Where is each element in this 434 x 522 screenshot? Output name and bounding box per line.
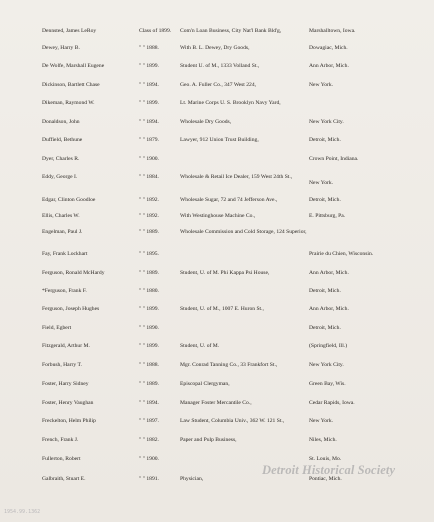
entry-cls: " " 1890. bbox=[139, 325, 159, 331]
entry-loc: New York. bbox=[309, 180, 334, 186]
entry-name: Freckelton, Helm Philip bbox=[42, 418, 96, 424]
accession-mark: 1954.99.1362 bbox=[4, 509, 41, 515]
entry-loc: New York. bbox=[309, 82, 334, 88]
entry-name: Foster, Henry Vaughan bbox=[42, 400, 94, 406]
entry-name: Dyer, Charles R. bbox=[42, 156, 80, 162]
entry-name: *Ferguson, Frank F. bbox=[42, 288, 87, 294]
entry-name: Dennsted, James LeRoy bbox=[42, 28, 97, 34]
entry-cls: " " 1892. bbox=[139, 213, 159, 219]
entry-bus: Lawyer, 912 Union Trust Building, bbox=[180, 137, 259, 143]
entry-loc: Detroit, Mich. bbox=[309, 197, 341, 203]
entry-name: Eddy, George I. bbox=[42, 174, 78, 180]
entry-bus: Student, U. of M. Phi Kappa Psi House, bbox=[180, 270, 270, 276]
entry-cls: " " 1895. bbox=[139, 251, 159, 257]
entry-name: Galbraith, Stuart E. bbox=[42, 476, 86, 482]
entry-loc: Ann Arbor, Mich. bbox=[309, 270, 349, 276]
entry-loc: Prairie du Chien, Wisconsin. bbox=[309, 251, 374, 257]
entry-name: Ferguson, Joseph Hughes bbox=[42, 306, 100, 312]
entry-loc: Niles, Mich. bbox=[309, 437, 337, 443]
entry-bus: Paper and Pulp Business, bbox=[180, 437, 237, 443]
entry-bus: Student U. of M., 1333 Volland St., bbox=[180, 63, 260, 69]
entry-loc: Crown Point, Indiana. bbox=[309, 156, 359, 162]
entry-loc: Cedar Rapids, Iowa. bbox=[309, 400, 355, 406]
entry-cls: " " 1899. bbox=[139, 343, 159, 349]
entry-bus: With B. L. Dewey, Dry Goods, bbox=[180, 45, 250, 51]
entry-bus: Lt. Marine Corps U. S. Brooklyn Navy Yard, bbox=[180, 100, 281, 106]
entry-bus: Wholesale Commission and Cold Storage, 124 Superior, bbox=[180, 229, 307, 235]
entry-name: Fullerton, Robert bbox=[42, 456, 81, 462]
entry-loc: Dowagiac, Mich. bbox=[309, 45, 348, 51]
entry-cls: " " 1900. bbox=[139, 156, 159, 162]
entry-name: French, Frank J. bbox=[42, 437, 79, 443]
entry-bus: Wholesale & Retail Ice Dealer, 159 West 24th St., bbox=[180, 174, 293, 180]
entry-bus: Geo. A. Fuller Co., 347 West 224, bbox=[180, 82, 257, 88]
entry-cls: " " 1899. bbox=[139, 63, 159, 69]
entry-name: Ellis, Charles W. bbox=[42, 213, 80, 219]
entry-name: Dikeman, Raymond W. bbox=[42, 100, 95, 106]
entry-cls: " " 1889. bbox=[139, 270, 159, 276]
entry-bus: Wholesale Dry Goods, bbox=[180, 119, 232, 125]
entry-name: Field, Egbert bbox=[42, 325, 72, 331]
entry-loc: Detroit, Mich. bbox=[309, 288, 341, 294]
entry-cls: " " 1888. bbox=[139, 362, 159, 368]
entry-name: Ferguson, Ronald McHardy bbox=[42, 270, 105, 276]
entry-bus: Student, U. of M., 1007 E. Huron St., bbox=[180, 306, 264, 312]
entry-cls: " " 1894. bbox=[139, 119, 159, 125]
entry-name: Dewey, Harry B. bbox=[42, 45, 80, 51]
entry-name: Duffield, Bethune bbox=[42, 137, 83, 143]
entry-cls: " " 1897. bbox=[139, 418, 159, 424]
watermark: Detroit Historical Society bbox=[262, 463, 396, 477]
entry-loc: New York City. bbox=[309, 119, 344, 125]
entry-cls: " " 1879. bbox=[139, 137, 159, 143]
entry-name: De Wolfe, Marshall Eugene bbox=[42, 63, 105, 69]
entry-bus: Law Student, Columbia Univ., 362 W. 121 St., bbox=[180, 418, 285, 424]
entry-cls: " " 1880. bbox=[139, 288, 159, 294]
entry-loc: Marshalltown, Iowa. bbox=[309, 28, 356, 34]
entry-cls: " " 1889. bbox=[139, 381, 159, 387]
entry-loc: Pontiac, Mich. bbox=[309, 476, 342, 482]
entry-cls: " " 1899. bbox=[139, 306, 159, 312]
entry-bus: Mgr. Conrad Tanning Co., 33 Frankfort St., bbox=[180, 362, 278, 368]
entry-loc: Ann Arbor, Mich. bbox=[309, 306, 349, 312]
entry-loc: Green Bay, Wis. bbox=[309, 381, 346, 387]
entry-loc: (Springfield, Ill.) bbox=[309, 343, 348, 349]
entry-loc: Detroit, Mich. bbox=[309, 137, 341, 143]
list-item bbox=[0, 476, 434, 502]
entry-cls: Class of 1899. bbox=[139, 28, 172, 34]
entry-name: Engelman, Paul J. bbox=[42, 229, 83, 235]
entry-cls: " " 1892. bbox=[139, 197, 159, 203]
entry-cls: " " 1900. bbox=[139, 456, 159, 462]
entry-bus: Wholesale Sugar, 72 and 74 Jefferson Ave., bbox=[180, 197, 278, 203]
entry-bus: Manager Foster Mercantile Co., bbox=[180, 400, 252, 406]
entry-name: Forbush, Harry T. bbox=[42, 362, 82, 368]
entry-name: Foster, Harry Sidney bbox=[42, 381, 89, 387]
entry-loc: New York. bbox=[309, 418, 334, 424]
entry-loc: New York City. bbox=[309, 362, 344, 368]
entry-cls: " " 1899. bbox=[139, 100, 159, 106]
entry-name: Edgar, Clinton Goodloe bbox=[42, 197, 96, 203]
entry-bus: With Westinghouse Machine Co., bbox=[180, 213, 256, 219]
entry-bus: Episcopal Clergyman, bbox=[180, 381, 230, 387]
entry-loc: Ann Arbor, Mich. bbox=[309, 63, 349, 69]
entry-cls: " " 1891. bbox=[139, 476, 159, 482]
entry-cls: " " 1882. bbox=[139, 437, 159, 443]
entry-loc: Detroit, Mich. bbox=[309, 325, 341, 331]
entry-loc: St. Louis, Mo. bbox=[309, 456, 342, 462]
entry-cls: " " 1889. bbox=[139, 229, 159, 235]
entry-cls: " " 1884. bbox=[139, 174, 159, 180]
entry-cls: " " 1888. bbox=[139, 45, 159, 51]
entry-name: Dickinson, Bartlett Chase bbox=[42, 82, 100, 88]
entry-bus: Com'n Loan Business, City Nat'l Bank Bld'g, bbox=[180, 28, 282, 34]
entry-bus: Student, U. of M. bbox=[180, 343, 220, 349]
entry-name: Fitzgerald, Arthur M. bbox=[42, 343, 90, 349]
entry-name: Donaldson, John bbox=[42, 119, 80, 125]
entry-loc: E. Pittsburg, Pa. bbox=[309, 213, 346, 219]
entry-name: Fay, Frank Lockhart bbox=[42, 251, 88, 257]
entry-bus: Physician, bbox=[180, 476, 204, 482]
entry-cls: " " 1894. bbox=[139, 400, 159, 406]
entry-cls: " " 1894. bbox=[139, 82, 159, 88]
